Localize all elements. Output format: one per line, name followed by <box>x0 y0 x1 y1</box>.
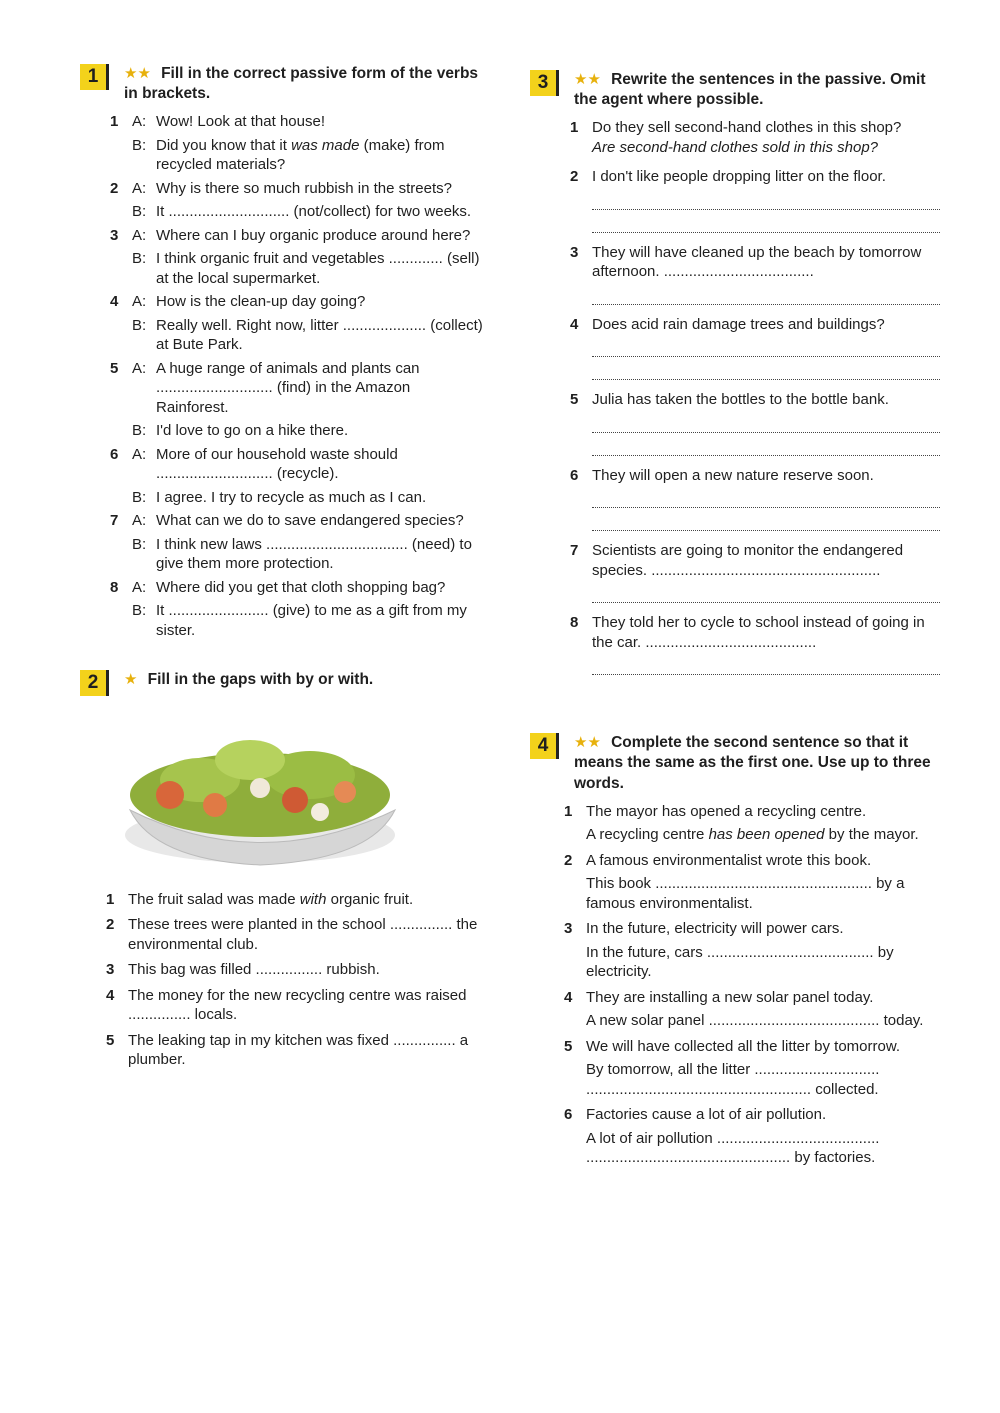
exercise-item <box>570 466 940 532</box>
exercise-item <box>106 890 485 910</box>
answer-line-input[interactable] <box>592 191 940 210</box>
text-pre: These trees were planted in the school ............... the environmental club. <box>128 916 478 953</box>
text-pre: The money for the new recycling centre was raised ............... locals. <box>128 986 467 1024</box>
item-text <box>128 1032 468 1069</box>
speaker-label: B: <box>132 422 147 440</box>
text-post: by the mayor. <box>824 826 919 844</box>
question-text: Does acid rain damage trees and buildings? <box>592 315 885 333</box>
exercise-item <box>110 226 485 289</box>
item-text <box>128 891 413 908</box>
exercise-1-items <box>110 112 485 640</box>
difficulty-stars-icon: ★ <box>124 671 138 689</box>
exercise-2 <box>80 670 485 1070</box>
answer-line-input[interactable] <box>592 437 940 456</box>
text-pre: By tomorrow, all the litter .............................. ...................................................... collected. <box>586 1061 880 1098</box>
answer-line-input[interactable] <box>592 656 940 675</box>
left-column <box>80 64 485 1076</box>
exercise-title: Fill in the gaps with by or with. <box>147 671 374 689</box>
exercise-item <box>110 292 485 355</box>
exercise-4-items <box>564 802 940 1168</box>
exercise-item <box>564 919 940 982</box>
item-number: 6 <box>564 1106 573 1124</box>
second-sentence <box>586 874 940 913</box>
item-number: 4 <box>570 315 579 333</box>
item-number: 3 <box>564 920 573 938</box>
exercise-item <box>564 1105 940 1168</box>
exercise-1 <box>80 64 485 640</box>
difficulty-stars-icon: ★★ <box>124 65 151 82</box>
item-number: 2 <box>110 179 119 197</box>
dialogue-line-a <box>132 112 485 132</box>
item-number: 2 <box>106 916 115 934</box>
text-pre: I agree. I try to recycle as much as I can. <box>156 488 427 506</box>
text-pre: This book .................................................... by a famous environmentalist. <box>586 875 905 912</box>
question-text: They will have cleaned up the beach by tomorrow afternoon. .................................... <box>592 243 922 281</box>
text-pre: I think new laws .................................. (need) to give them more protection. <box>156 535 472 573</box>
dialogue-line-a <box>132 578 485 598</box>
speaker-label: A: <box>132 226 147 244</box>
item-number: 6 <box>570 466 579 484</box>
dialogue-line-b <box>132 249 485 288</box>
dialogue-text: Where can I buy organic produce around here? <box>156 226 471 244</box>
text-pre: This bag was filled ................ rubbish. <box>128 961 380 979</box>
speaker-label: B: <box>132 602 147 620</box>
item-text <box>128 987 467 1024</box>
exercise-3-header <box>530 70 940 110</box>
second-sentence <box>586 943 940 982</box>
exercise-item <box>570 243 940 305</box>
exercise-item <box>570 613 940 675</box>
speaker-label: B: <box>132 250 147 268</box>
item-number: 5 <box>564 1037 573 1055</box>
item-number: 2 <box>564 851 573 869</box>
item-number: 5 <box>110 359 119 377</box>
first-sentence: They are installing a new solar panel today. <box>586 988 874 1006</box>
item-number: 2 <box>570 168 579 186</box>
dialogue-text: Why is there so much rubbish in the streets? <box>156 179 452 197</box>
salad-bowl-image <box>110 700 485 876</box>
item-number: 4 <box>110 293 119 311</box>
dialogue-text <box>156 421 485 441</box>
exercise-item <box>110 179 485 222</box>
answer-line-input[interactable] <box>592 286 940 305</box>
second-sentence <box>586 1129 940 1168</box>
exercise-item <box>570 541 940 603</box>
exercise-2-items <box>106 890 485 1070</box>
dialogue-text: Wow! Look at that house! <box>156 113 325 131</box>
exercise-number-badge: 4 <box>530 733 559 759</box>
exercise-item <box>106 915 485 954</box>
item-number: 8 <box>110 578 119 596</box>
exercise-4 <box>530 733 940 1167</box>
exercise-number-badge: 3 <box>530 70 559 96</box>
second-sentence <box>586 1011 940 1031</box>
item-text <box>128 961 380 978</box>
dialogue-line-b <box>132 316 485 355</box>
item-number: 1 <box>110 113 119 131</box>
question-text: Julia has taken the bottles to the bottle bank. <box>592 391 889 409</box>
example-answer: with <box>299 890 327 908</box>
dialogue-line-a <box>132 179 485 199</box>
item-number: 7 <box>110 512 119 530</box>
question-text: I don't like people dropping litter on the floor. <box>592 168 886 186</box>
exercise-item <box>564 1037 940 1100</box>
second-sentence <box>586 1060 940 1099</box>
exercise-item <box>564 802 940 845</box>
item-number: 6 <box>110 445 119 463</box>
question-text: They will open a new nature reserve soon. <box>592 466 874 484</box>
text-pre: I think organic fruit and vegetables ............. (sell) at the local supermarket. <box>156 250 480 287</box>
exercise-item <box>570 118 940 157</box>
speaker-label: B: <box>132 203 147 221</box>
speaker-label: A: <box>132 512 147 530</box>
answer-line-input[interactable] <box>592 489 940 508</box>
exercise-item <box>106 1031 485 1070</box>
text-pre: It ........................ (give) to me as a gift from my sister. <box>156 602 467 639</box>
answer-line-input[interactable] <box>592 512 940 531</box>
dialogue-line-b <box>132 202 485 222</box>
answer-line-input[interactable] <box>592 338 940 357</box>
exercise-item <box>564 851 940 914</box>
text-pre: I'd love to go on a hike there. <box>156 422 349 440</box>
answer-line-input[interactable] <box>592 361 940 380</box>
text-post: (make) from recycled materials? <box>156 136 445 174</box>
example-answer: was made <box>291 136 360 154</box>
exercise-3-items <box>570 118 940 675</box>
exercise-1-header <box>80 64 485 104</box>
item-number: 1 <box>570 119 579 137</box>
dialogue-text: Where did you get that cloth shopping bag? <box>156 578 446 596</box>
speaker-label: A: <box>132 359 147 377</box>
item-number: 1 <box>106 890 115 908</box>
exercise-item <box>110 445 485 508</box>
item-number: 3 <box>110 226 119 244</box>
exercise-title: Rewrite the sentences in the passive. Omit the agent where possible. <box>574 71 926 109</box>
item-text <box>128 916 477 953</box>
text-pre: A recycling centre <box>586 826 709 844</box>
exercise-number-badge: 1 <box>80 64 109 90</box>
exercise-item <box>570 390 940 456</box>
right-column <box>530 70 940 1174</box>
speaker-label: A: <box>132 578 147 596</box>
text-pre: A lot of air pollution ....................................... ................................................. by factories. <box>586 1129 880 1167</box>
difficulty-stars-icon: ★★ <box>574 734 601 752</box>
text-pre: Really well. Right now, litter .................... (collect) at Bute Park. <box>156 316 483 354</box>
dialogue-text <box>156 249 485 288</box>
speaker-label: A: <box>132 113 147 131</box>
dialogue-text <box>156 535 485 574</box>
answer-line-input[interactable] <box>592 584 940 603</box>
exercise-item <box>570 167 940 233</box>
dialogue-text <box>156 202 485 222</box>
dialogue-line-b <box>132 601 485 640</box>
exercise-title: Fill in the correct passive form of the verbs in brackets. <box>124 65 479 103</box>
text-pre: The leaking tap in my kitchen was fixed ............... a plumber. <box>128 1031 469 1069</box>
exercise-item <box>106 986 485 1025</box>
dialogue-line-a <box>132 359 485 418</box>
dialogue-text <box>156 601 485 640</box>
speaker-label: B: <box>132 488 147 506</box>
first-sentence: We will have collected all the litter by tomorrow. <box>586 1037 901 1055</box>
item-number: 1 <box>564 802 573 820</box>
dialogue-text: What can we do to save endangered species? <box>156 512 464 530</box>
dialogue-line-b <box>132 136 485 175</box>
item-number: 4 <box>564 988 573 1006</box>
exercise-3 <box>530 70 940 675</box>
item-number: 5 <box>570 391 579 409</box>
speaker-label: A: <box>132 293 147 311</box>
answer-line-input[interactable] <box>592 214 940 233</box>
exercise-2-header <box>80 670 485 694</box>
question-text: Do they sell second-hand clothes in this shop? <box>592 119 902 137</box>
item-number: 3 <box>106 961 115 979</box>
dialogue-text <box>156 136 485 175</box>
item-number: 5 <box>106 1031 115 1049</box>
exercise-item <box>564 988 940 1031</box>
dialogue-line-b <box>132 535 485 574</box>
exercise-item <box>106 960 485 980</box>
item-number: 8 <box>570 614 579 632</box>
first-sentence: The mayor has opened a recycling centre. <box>586 802 867 820</box>
speaker-label: B: <box>132 316 147 334</box>
text-pre: The fruit salad was made <box>128 890 300 908</box>
text-pre: In the future, cars ........................................ by electricity. <box>586 943 894 981</box>
speaker-label: A: <box>132 445 147 463</box>
first-sentence: Factories cause a lot of air pollution. <box>586 1106 827 1124</box>
exercise-title: Complete the second sentence so that it means the same as the first one. Use up to three words. <box>574 734 931 792</box>
exercise-item <box>110 511 485 574</box>
first-sentence: In the future, electricity will power cars. <box>586 920 844 938</box>
exercise-item <box>110 112 485 175</box>
exercise-item <box>110 578 485 641</box>
dialogue-line-b <box>132 488 485 508</box>
text-pre: It ............................. (not/collect) for two weeks. <box>156 203 472 221</box>
first-sentence: A famous environmentalist wrote this book. <box>586 851 872 869</box>
dialogue-text: A huge range of animals and plants can ............................ (find) in the Amazon Rainforest. <box>156 359 420 416</box>
speaker-label: A: <box>132 179 147 197</box>
dialogue-text: How is the clean-up day going? <box>156 293 366 311</box>
text-pre: A new solar panel ......................................... today. <box>586 1012 924 1030</box>
item-number: 3 <box>570 243 579 261</box>
exercise-4-header <box>530 733 940 793</box>
text-post: organic fruit. <box>326 890 414 908</box>
dialogue-line-a <box>132 511 485 531</box>
dialogue-line-a <box>132 292 485 312</box>
question-text: They told her to cycle to school instead of going in the car. ......................................... <box>592 614 925 651</box>
dialogue-line-a <box>132 445 485 484</box>
item-number: 4 <box>106 986 115 1004</box>
dialogue-text <box>156 488 485 508</box>
exercise-item <box>570 315 940 381</box>
text-pre: Did you know that it <box>156 136 292 154</box>
second-sentence <box>586 825 940 845</box>
dialogue-text: More of our household waste should ............................ (recycle). <box>156 445 398 483</box>
dialogue-line-a <box>132 226 485 246</box>
exercise-item <box>110 359 485 441</box>
answer-line-input[interactable] <box>592 414 940 433</box>
speaker-label: B: <box>132 136 147 154</box>
example-answer: has been opened <box>708 826 825 844</box>
item-number: 7 <box>570 542 579 560</box>
speaker-label: B: <box>132 535 147 553</box>
exercise-number-badge: 2 <box>80 670 109 696</box>
dialogue-text <box>156 316 485 355</box>
example-answer: Are second-hand clothes sold in this shop? <box>592 138 879 156</box>
dialogue-line-b <box>132 421 485 441</box>
question-text: Scientists are going to monitor the endangered species. ....................................................... <box>592 542 904 579</box>
difficulty-stars-icon: ★★ <box>574 71 601 88</box>
